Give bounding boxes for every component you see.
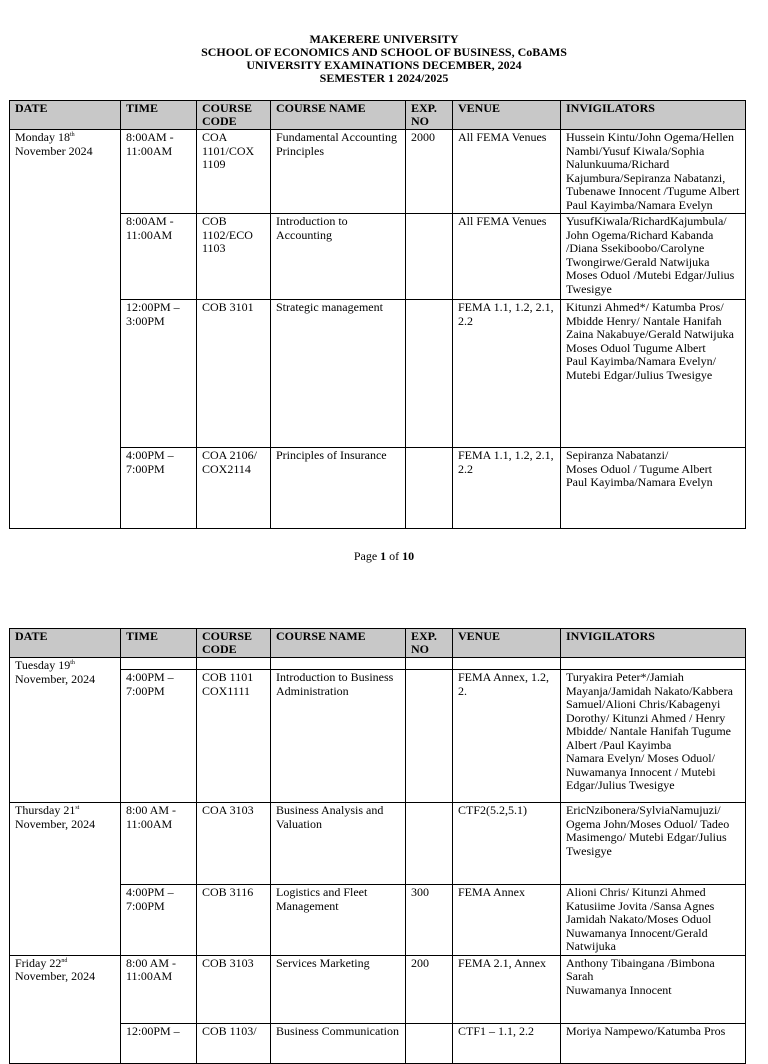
- course-code-cell: COB 3103: [197, 955, 271, 1023]
- table-row: [10, 955, 746, 1023]
- exp-no-cell: [406, 300, 453, 448]
- time-cell: 8:00 AM - 11:00AM: [121, 803, 197, 885]
- document-header: [0, 33, 768, 85]
- col-course-name: COURSE NAME: [271, 101, 406, 130]
- table-row: [10, 670, 746, 803]
- course-name-cell: Introduction to Accounting: [271, 214, 406, 300]
- course-name-cell: Services Marketing: [271, 955, 406, 1023]
- exp-no-cell: [406, 448, 453, 529]
- page-number: Page 1 of 10: [353, 549, 415, 563]
- time-cell: 4:00PM – 7:00PM: [121, 670, 197, 803]
- exp-no-cell: [406, 1023, 453, 1063]
- invigilators-cell: Sepiranza Nabatanzi/ Moses Oduol / Tugume Albert Paul Kayimba/Namara Evelyn: [561, 448, 746, 529]
- table-header-row: [10, 101, 746, 130]
- exp-no-cell: 300: [406, 885, 453, 956]
- exam-timetable-page-1: [9, 100, 746, 529]
- col-invigilators: INVIGILATORS: [561, 101, 746, 130]
- exp-no-cell: [406, 803, 453, 885]
- time-cell: 8:00 AM - 11:00AM: [121, 955, 197, 1023]
- table-row: [10, 803, 746, 885]
- col-time: TIME: [121, 629, 197, 658]
- semester-title: SEMESTER 1 2024/2025: [319, 71, 449, 85]
- invigilators-cell: Alioni Chris/ Kitunzi Ahmed Katusiime Jovita /Sansa Agnes Jamidah Nakato/Moses Oduol Nuwamanya Innocent/Gerald Natwijuka: [561, 885, 746, 956]
- date-cell: Friday 22nd November, 2024: [10, 955, 121, 1063]
- date-cell: Monday 18th November 2024: [10, 130, 121, 529]
- table-row: [10, 214, 746, 300]
- col-time: TIME: [121, 101, 197, 130]
- venue-cell: FEMA 1.1, 1.2, 2.1, 2.2: [453, 300, 561, 448]
- exam-title: UNIVERSITY EXAMINATIONS DECEMBER, 2024: [246, 58, 522, 72]
- school-name: SCHOOL OF ECONOMICS AND SCHOOL OF BUSINESS, CoBAMS: [201, 45, 567, 59]
- exp-no-cell: 2000: [406, 130, 453, 214]
- table-row: [10, 300, 746, 448]
- exam-timetable-page-2: [9, 628, 746, 1064]
- course-name-cell: Principles of Insurance: [271, 448, 406, 529]
- col-date: DATE: [10, 629, 121, 658]
- table-row: [10, 1023, 746, 1063]
- table-row-spacer: [10, 658, 746, 670]
- time-cell: 8:00AM - 11:00AM: [121, 130, 197, 214]
- course-name-cell: Business Communication: [271, 1023, 406, 1063]
- course-code-cell: COA 1101/COX 1109: [197, 130, 271, 214]
- course-code-cell: COA 2106/ COX2114: [197, 448, 271, 529]
- course-code-cell: COB 1102/ECO 1103: [197, 214, 271, 300]
- venue-cell: FEMA 2.1, Annex: [453, 955, 561, 1023]
- table-row: [10, 885, 746, 956]
- time-cell: 4:00PM – 7:00PM: [121, 448, 197, 529]
- time-cell: 12:00PM – 3:00PM: [121, 300, 197, 448]
- venue-cell: FEMA Annex: [453, 885, 561, 956]
- university-name: MAKERERE UNIVERSITY: [309, 32, 459, 46]
- col-exp-no: EXP. NO: [406, 629, 453, 658]
- course-code-cell: COA 3103: [197, 803, 271, 885]
- time-cell: 4:00PM – 7:00PM: [121, 885, 197, 956]
- course-code-cell: COB 1101 COX1111: [197, 670, 271, 803]
- exp-no-cell: [406, 214, 453, 300]
- table-row: [10, 130, 746, 214]
- table-header-row: [10, 629, 746, 658]
- exp-no-cell: 200: [406, 955, 453, 1023]
- venue-cell: All FEMA Venues: [453, 214, 561, 300]
- col-venue: VENUE: [453, 101, 561, 130]
- col-invigilators: INVIGILATORS: [561, 629, 746, 658]
- time-cell: 8:00AM - 11:00AM: [121, 214, 197, 300]
- col-exp-no: EXP. NO: [406, 101, 453, 130]
- col-date: DATE: [10, 101, 121, 130]
- invigilators-cell: YusufKiwala/RichardKajumbula/ John Ogema/Richard Kabanda /Diana Ssekiboobo/Carolyne Twongirwe/Gerald Natwijuka Moses Oduol /Mutebi Edgar/Julius Twesigye: [561, 214, 746, 300]
- invigilators-cell: Anthony Tibaingana /Bimbona Sarah Nuwamanya Innocent: [561, 955, 746, 1023]
- venue-cell: FEMA Annex, 1.2, 2.: [453, 670, 561, 803]
- invigilators-cell: Kitunzi Ahmed*/ Katumba Pros/ Mbidde Henry/ Nantale Hanifah Zaina Nakabuye/Gerald Natwijuka Moses Oduol Tugume Albert Paul Kayimba/Namara Evelyn/ Mutebi Edgar/Julius Twesigye: [561, 300, 746, 448]
- course-name-cell: Logistics and Fleet Management: [271, 885, 406, 956]
- course-code-cell: COB 3116: [197, 885, 271, 956]
- course-code-cell: COB 3101: [197, 300, 271, 448]
- venue-cell: CTF1 – 1.1, 2.2: [453, 1023, 561, 1063]
- date-cell: Thursday 21st November, 2024: [10, 803, 121, 956]
- col-course-name: COURSE NAME: [271, 629, 406, 658]
- invigilators-cell: Moriya Nampewo/Katumba Pros: [561, 1023, 746, 1063]
- course-name-cell: Introduction to Business Administration: [271, 670, 406, 803]
- course-code-cell: COB 1103/: [197, 1023, 271, 1063]
- col-course-code: COURSE CODE: [197, 101, 271, 130]
- col-venue: VENUE: [453, 629, 561, 658]
- venue-cell: CTF2(5.2,5.1): [453, 803, 561, 885]
- time-cell: 12:00PM –: [121, 1023, 197, 1063]
- course-name-cell: Business Analysis and Valuation: [271, 803, 406, 885]
- venue-cell: FEMA 1.1, 1.2, 2.1, 2.2: [453, 448, 561, 529]
- invigilators-cell: Hussein Kintu/John Ogema/Hellen Nambi/Yusuf Kiwala/Sophia Nalunkuuma/Richard Kajumbura/Sepiranza Nabatanzi, Tubenawe Innocent /Tugume Albert Paul Kayimba/Namara Evelyn: [561, 130, 746, 214]
- exp-no-cell: [406, 670, 453, 803]
- table-row: [10, 448, 746, 529]
- invigilators-cell: Turyakira Peter*/Jamiah Mayanja/Jamidah Nakato/Kabbera Samuel/Alioni Chris/Kabagenyi Dorothy/ Kitunzi Ahmed / Henry Mbidde/ Nantale Hanifah Tugume Albert /Paul Kayimba Namara Evelyn/ Moses Oduol/ Nuwamanya Innocent / Mutebi Edgar/Julius Twesigye: [561, 670, 746, 803]
- venue-cell: All FEMA Venues: [453, 130, 561, 214]
- col-course-code: COURSE CODE: [197, 629, 271, 658]
- invigilators-cell: EricNzibonera/SylviaNamujuzi/ Ogema John/Moses Oduol/ Tadeo Masimengo/ Mutebi Edgar/Julius Twesigye: [561, 803, 746, 885]
- course-name-cell: Fundamental Accounting Principles: [271, 130, 406, 214]
- date-cell: Tuesday 19th November, 2024: [10, 658, 121, 803]
- course-name-cell: Strategic management: [271, 300, 406, 448]
